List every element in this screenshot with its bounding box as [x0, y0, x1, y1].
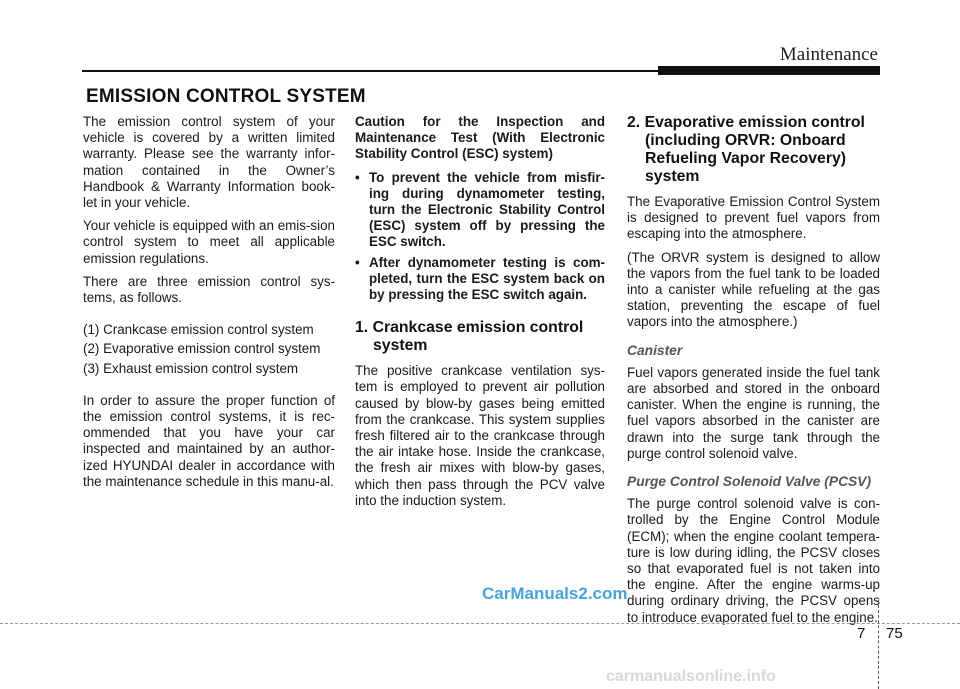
evaporative-heading: 2. Evaporative emission control (including ORVR: Onboard Refueling Vapor Recovery) system [627, 114, 865, 185]
caution-heading: Caution for the Inspection and Maintenance Test (With Electronic Stability Control (ESC) system) [355, 114, 605, 162]
orvr-paragraph: (The ORVR system is designed to allow the vapors from the fuel tank to be loaded into a canister while refueling at the gas station, preventing the escape of fuel vapors into the atmosphere.) [627, 249, 880, 330]
site-watermark: carmanualsonline.info [606, 668, 776, 685]
footer-rule [0, 623, 960, 624]
header-tab-bar [658, 66, 880, 75]
warranty-paragraph: The emission control system of your vehicle is covered by a written limited warranty. Please see the warranty infor-mation contained in the Owner’s Handbook & Warranty Information book-let in your vehicle. [83, 114, 335, 211]
evaporative-paragraph: The Evaporative Emission Control System is designed to prevent fuel vapors from escaping into the atmosphere. [627, 194, 880, 242]
equipment-paragraph: Your vehicle is equipped with an emis-sion control system to meet all applicable emission regulations. [83, 218, 335, 266]
bullet-icon: • [355, 169, 360, 185]
crankcase-heading: 1. Crankcase emission control system [355, 319, 584, 355]
pcsv-paragraph: The purge control solenoid valve is con-trolled by the Engine Control Module (ECM); when the engine coolant tempera-ture is low during idling, the PCSV closes so that evaporated fuel is not taken into the engine. After the engine warms-up during ordinary driving, the PCSV opens to introduce evaporated fuel to the engine. [627, 496, 880, 625]
caution-bullet-text: After dynamometer testing is com-pleted, turn the ESC system back on by pressing the ESC switch again. [369, 254, 605, 303]
column-1 [83, 114, 335, 497]
pcsv-heading: Purge Control Solenoid Valve (PCSV) [627, 474, 872, 490]
caution-list [355, 170, 605, 304]
caution-bullet-2 [355, 255, 605, 304]
three-systems-paragraph: There are three emission control sys-tems, as follows. [83, 273, 335, 306]
canister-paragraph: Fuel vapors generated inside the fuel tank are absorbed and stored in the onboard canister. When the engine is running, the fuel vapors absorbed in the canister are drawn into the surge tank through the purge control solenoid valve. [627, 364, 880, 461]
canister-heading: Canister [627, 342, 683, 358]
caution-bullet-1 [355, 170, 605, 251]
column-3 [627, 114, 880, 633]
system-list-item-2: (2) Evaporative emission control system [83, 341, 321, 357]
bullet-icon: • [355, 254, 360, 270]
column-2 [355, 114, 605, 516]
watermark-link[interactable]: CarManuals2.com [482, 584, 628, 603]
system-list-item-1: (1) Crankcase emission control system [83, 322, 314, 338]
section-header: Maintenance [779, 44, 878, 65]
page-number-divider [878, 600, 879, 689]
system-list-item-3: (3) Exhaust emission control system [83, 360, 299, 376]
page-number: 75 [886, 625, 903, 642]
caution-bullet-text: To prevent the vehicle from misfir-ing during dynamometer testing, turn the Electronic Stability Control (ESC) system off by pressing the ESC switch. [369, 169, 605, 250]
crankcase-paragraph: The positive crankcase ventilation sys-tem is employed to prevent air pollution caused by blow-by gases being emitted from the crankcase. This system supplies fresh filtered air to the crankcase through the air intake hose. Inside the crankcase, the fresh air mixes with blow-by gases, which then pass through the PCV valve into the induction system. [355, 363, 605, 508]
chapter-number: 7 [857, 625, 866, 642]
page-title: EMISSION CONTROL SYSTEM [86, 86, 366, 107]
maintenance-paragraph: In order to assure the proper function of the emission control systems, it is rec-ommended that you have your car inspected and maintained by an author-ized HYUNDAI dealer in accordance with the maintenance schedule in this manu-al. [83, 392, 335, 489]
header-rule [82, 70, 658, 72]
